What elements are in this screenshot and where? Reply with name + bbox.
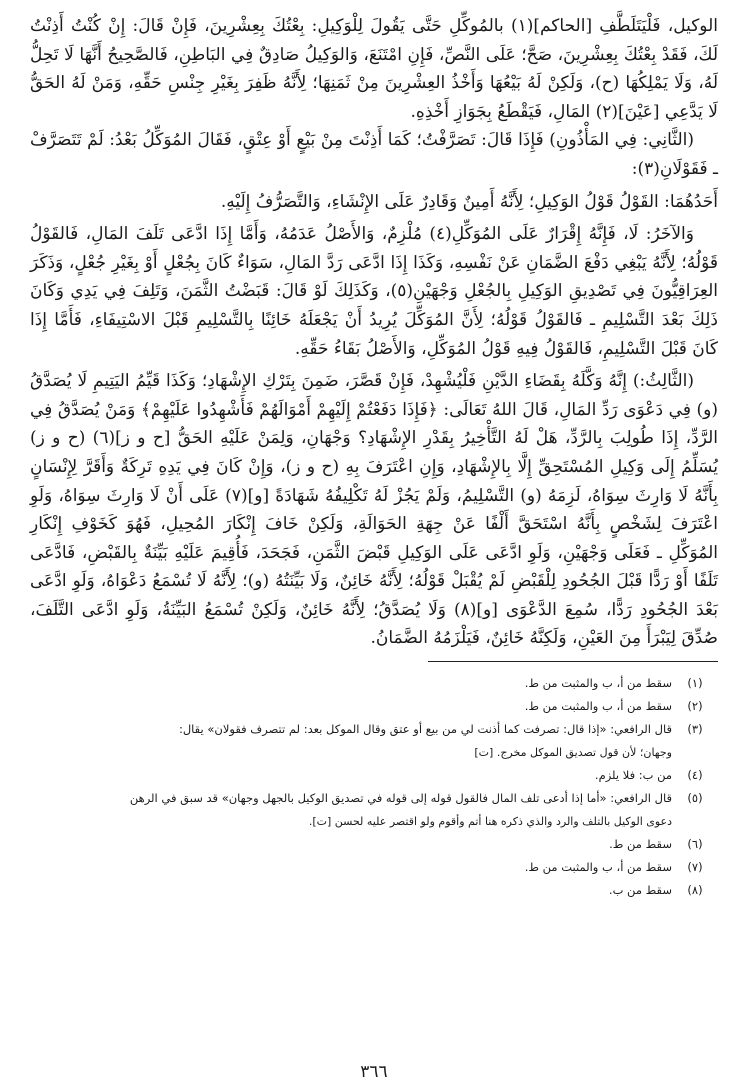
footnote-item (30, 879, 718, 902)
footnote-text: سقط من ط. (609, 837, 672, 852)
footnote-item (30, 833, 718, 856)
footnote-text: سقط من أ، ب والمثبت من ط. (524, 860, 672, 875)
footnote-item (30, 695, 718, 718)
book-page (30, 12, 718, 1082)
footnote-text: سقط من أ، ب والمثبت من ط. (524, 676, 672, 691)
footnote-number: (٤) (687, 768, 703, 783)
footnote-item (30, 672, 718, 695)
paragraph: (الثَّانِي: فِي المَأْذُونِ) فَإِذَا قَالَ: تَصَرَّفْتُ؛ كَمَا أَذِنْتَ مِنْ بَيْعٍ أَوْ عِتْقٍ، فَقَالَ المُوَكِّلُ بَعْدُ: لَمْ تَتَصَرَّفْ ـ فَقَوْلَانِ(٣): (30, 130, 718, 179)
footnote-number: (٢) (687, 699, 703, 714)
footnote-continuation: وجهان؛ لأن قول تصديق الموكل مخرج. [ت] (474, 746, 672, 760)
footnote-item (30, 787, 718, 810)
paragraph: أَحَدُهُمَا: القَوْلُ قَوْلُ الوَكِيلِ؛ لِأَنَّهُ أَمِينٌ وَقَادِرٌ عَلَى الإِنْشَاءِ، وَالتَّصَرُّفُ إِلَيْهِ. (220, 191, 718, 212)
footnote-item (30, 718, 718, 741)
footnotes (30, 672, 718, 902)
footnote-number: (٥) (687, 791, 703, 806)
footnote-number: (٦) (687, 837, 703, 852)
footnote-text: من ب: فلا يلزم. (594, 768, 672, 783)
footnote-text: قال الرافعي: «أما إذا أدعى تلف المال فالقول قوله إلى قوله في تصديق الوكيل بالجهل وجهان» قد سبق في الرهن (129, 791, 672, 806)
footnote-text: سقط من أ، ب والمثبت من ط. (524, 699, 672, 714)
footnote-separator (428, 661, 718, 662)
page-number: ٣٦٦ (360, 1062, 388, 1082)
footnote-number: (٨) (687, 883, 703, 898)
footnote-text: سقط من ب. (608, 883, 672, 898)
footnote-item (30, 764, 718, 787)
paragraph: (الثَّالِثُ:) إِنَّهُ وَكَّلَهُ بِقَضَاءِ الدَّيْنِ فَلْيُشْهِدْ، فَإِنْ قَصَّرَ، ضَمِنَ بِتَرْكِ الإِشْهَادِ؛ وَكَذَا قَيِّمُ اليَتِيمِ لَا يُصَدَّقُ (و) فِي دَعْوَى رَدِّ المَالِ، قَالَ اللهُ تَعَالَى: ﴿فَإِذَا دَفَعْتُمْ إِلَيْهِمْ أَمْوَالَهُمْ فَأَشْهِدُوا عَلَيْهِمْ﴾ وَمَنْ يُصَدَّقُ فِي الرَّدِّ، إِذَا طُولِبَ بِالرَّدِّ، هَلْ لَهُ التَّأْخِيرُ بِقَدْرِ الإِشْهَادِ؟ وَجْهَانِ، وَلِمَنْ عَلَيْهِ الحَقُّ [ح و ز](٦) (ح و ز) يُسَلِّمُ إِلَى وَكِيلِ المُسْتَحِقِّ إِلَّا بِالإِشْهَادِ، وَإِنِ اعْتَرَفَ بِهِ (ح و ز)، وَإِنْ كَانَ فِي يَدِهِ تَرِكَةٌ وَأَقَرَّ لِإِنْسَانٍ بِأَنَّهُ لَا وَارِثَ سِوَاهُ، لَزِمَهُ (و) التَّسْلِيمُ، وَلَمْ يَجُزْ لَهُ تَكْلِيفُهُ شَهَادَةً [و](٧) عَلَى أَنْ لَا وَارِثَ سِوَاهُ، وَلَوِ اعْتَرَفَ لِشَخْصٍ بِأَنَّهُ اسْتَحَقَّ أَلْفًا عَنْ جِهَةِ الحَوَالَةِ، وَلَكِنْ خَافَ إِنْكَارَ المُحِيلِ، فَهُوَ كَخَوْفِ إِنْكَارِ المُوَكِّلِ ـ فَعَلَى وَجْهَيْنِ، وَلَوِ ادَّعَى عَلَى الوَكِيلِ قَبْضَ الثَّمَنِ، فَجَحَدَ، فَأُقِيمَ عَلَيْهِ بَيِّنَةٌ بِالقَبْضِ، فَادَّعَى تَلَفًا أَوْ رَدًّا قَبْلَ الجُحُودِ لِلْقَبْضِ لَمْ يُقْبَلْ قَوْلُهُ؛ لِأَنَّهُ خَائِنٌ، وَلَا بَيِّنَتُهُ (و)؛ لِأَنَّهُ لَا تُسْمَعُ دَعْوَاهُ، وَلَوِ ادَّعَى بَعْدَ الجُحُودِ رَدًّا، سُمِعَ الدَّعْوَى [و](٨) وَلَا يُصَدَّقُ؛ لِأَنَّهُ خَائِنٌ، وَلَكِنْ تُسْمَعُ البَيِّنَةُ، وَلَوِ ادَّعَى التَّلَفَ، صُدِّقَ لِيَبْرَأَ مِنَ العَيْنِ، وَلَكِنَّهُ خَائِنٌ، فَيَلْزَمُهُ الضَّمَانُ. (30, 371, 718, 649)
footnote-number: (١) (687, 676, 703, 691)
paragraph: وَالآخَرُ: لَا، فَإِنَّهُ إِقْرَارٌ عَلَى المُوَكِّلِ(٤) مُلْزِمٌ، وَالأَصْلُ عَدَمُهُ، وَأَمَّا إِذَا ادَّعَى تَلَفَ المَالِ، فَالقَوْلُ قَوْلُهُ؛ لِأَنَّهُ يَبْغِي دَفْعَ الضَّمَانِ عَنْ نَفْسِهِ، وَكَذَا إِذَا ادَّعَى رَدَّ المَالِ، سَوَاءٌ كَانَ بِجُعْلٍ أَوْ بِغَيْرِ جُعْلٍ، وَذَكَرَ العِرَاقِيُّونَ فِي تَصْدِيقِ الوَكِيلِ بِالجُعْلِ وَجْهَيْنِ(٥)، وَكَذَلِكَ لَوْ قَالَ: قَبَضْتُ الثَّمَنَ، وَتَلِفَ فِي يَدِي وَكَانَ ذَلِكَ بَعْدَ التَّسْلِيمِ ـ فَالقَوْلُ قَوْلُهُ؛ لِأَنَّ المُوَكِّلَ يُرِيدُ أَنْ يَجْعَلَهُ خَائِنًا بِالتَّسْلِيمِ قَبْلَ الاسْتِيفَاءِ، فَأَمَّا إِذَا كَانَ قَبْلَ التَّسْلِيمِ، فَالقَوْلُ فِيهِ قَوْلُ المُوَكِّلِ، وَالأَصْلُ بَقَاءُ حَقِّهِ. (30, 224, 718, 359)
footnote-item (30, 856, 718, 879)
footnote-continuation: دعوى الوكيل بالتلف والرد والذي ذكره هنا أتم وأقوم ولو اقتصر عليه لحسن [ت]. (308, 815, 672, 829)
footnote-number: (٧) (687, 860, 703, 875)
footnote-number: (٣) (687, 722, 703, 737)
main-text (30, 12, 718, 653)
footnote-text: قال الرافعي: «إذا قال: تصرفت كما أذنت لي من بيع أو عتق وقال الموكل بعد: لم تتصرف فقولان» يقال: (178, 722, 672, 737)
paragraph: الوكيل، فَلْيَتَلَطَّفِ [الحاكم](١) بالمُوكِّلِ حَتَّى يَقُولَ لِلْوَكِيلِ: بِعْتُكَ بِعِشْرِينَ، فَإِنْ قَالَ: إِنْ كُنْتُ أَذِنْتُ لَكَ، فَقَدْ بِعْتُكَ بِعِشْرِينَ، صَحَّ؛ عَلَى النَّصِّ، فَإِنِ امْتَنَعَ، وَالوَكِيلُ صَادِقٌ فِي البَاطِنِ، فَالصَّحِيحُ أَنَّهَا لَا تَحِلُّ لَهُ، وَلَا يَمْلِكُهَا (ح)، وَلَكِنْ لَهُ بَيْعُهَا وَأَخْذُ العِشْرِينَ مِنْ ثَمَنِهَا؛ لِأَنَّهُ ظَفِرَ بِغَيْرِ جِنْسِ حَقِّهِ، وَمَنْ لَهُ الحَقُّ لَا يَدَّعِي [عَيْنَ](٢) المَالِ، فَيَقْطَعُ بِجَوَازِ أَخْذِهِ. (30, 16, 718, 122)
